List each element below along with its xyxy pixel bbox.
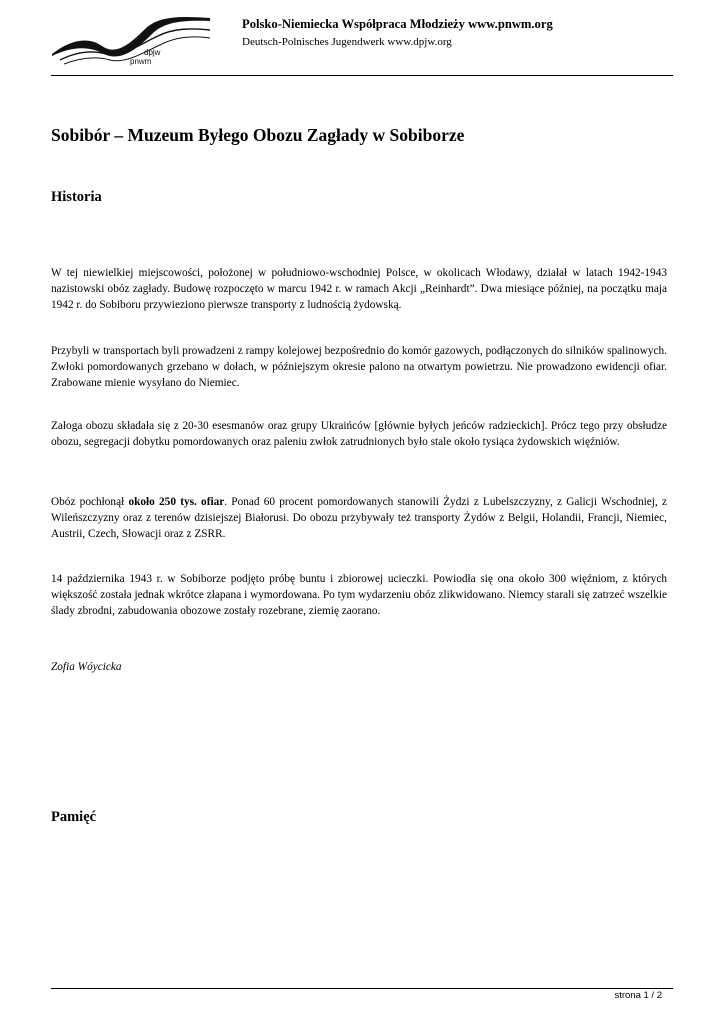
author-signature: Zofia Wóycicka (51, 661, 122, 673)
paragraph-1: W tej niewielkiej miejscowości, położonej w południowo-wschodniej Polsce, w okolicach Włodawy, działał w latach 1942-1943 nazistowski obóz zagłady. Budowę rozpoczęto w marcu 1942 r. w ramach Akcji „Reinhardt”. Dwa miesiące później, na początku maja 1942 r. do Sobiboru przywieziono pierwsze transporty z ludnością żydowską. (51, 267, 667, 311)
header-org-polish: Polsko-Niemiecka Współpraca Młodzieży www.pnwm.org (242, 17, 553, 31)
section-heading-historia: Historia (51, 189, 102, 205)
pnwm-logo (50, 14, 215, 70)
paragraph-2: Przybyli w transportach byli prowadzeni z rampy kolejowej bezpośrednio do komór gazowych, podłączonych do silników spalinowych. Zwłoki pomordowanych grzebano w dołach, w późniejszym okresie palono na otwartym powietrzu. Nie prowadzono ewidencji ofiar. Zrabowane mienie wysyłano do Niemiec. (51, 345, 667, 389)
paragraph-4-rest: . Ponad 60 procent pomordowanych stanowili Żydzi z Lubelszczyzny, z Galicji Wschodniej, z Wileńszczyzny oraz z terenów dzisiejszej Białorusi. Do obozu przybywały też transporty Żydów z Belgii, Holandii, Francji, Niemiec, Austrii, Czech, Słowacji oraz z ZSRR. (51, 496, 667, 540)
section-heading-pamiec: Pamięć (51, 809, 97, 825)
logo-swoosh-icon (50, 14, 215, 70)
page-title: Sobibór – Muzeum Byłego Obozu Zagłady w Sobiborze (51, 125, 465, 145)
logo-text-top: dpjw (144, 48, 161, 57)
page-number: strona 1 / 2 (614, 990, 662, 1001)
header-org-german: Deutsch-Polnisches Jugendwerk www.dpjw.org (242, 36, 452, 48)
victims-count-emphasis: około 250 tys. ofiar (128, 496, 225, 508)
paragraph-3: Załoga obozu składała się z 20-30 esesmanów oraz grupy Ukraińców [głównie byłych jeńców radzieckich]. Prócz tego przy obsłudze obozu, segregacji dobytku pomordowanych oraz paleniu zwłok zatrudnionych było stale około tysiąca żydowskich więźniów. (51, 420, 667, 448)
paragraph-4 (51, 495, 667, 542)
header-divider (51, 75, 673, 76)
paragraph-5: 14 października 1943 r. w Sobiborze podjęto próbę buntu i zbiorowej ucieczki. Powiodła się ona około 300 więźniom, z których większość została jednak wkrótce złapana i wymordowana. Po tym wydarzeniu obóz zlikwidowano. Niemcy starali się zatrzeć wszelkie ślady zbrodni, zabudowania obozowe zostały rozebrane, ziemię zaorano. (51, 573, 667, 617)
logo-text-bottom: pnwm (130, 57, 152, 66)
paragraph-4-lead: Obóz pochłonął (51, 496, 129, 508)
footer-divider (51, 988, 673, 989)
